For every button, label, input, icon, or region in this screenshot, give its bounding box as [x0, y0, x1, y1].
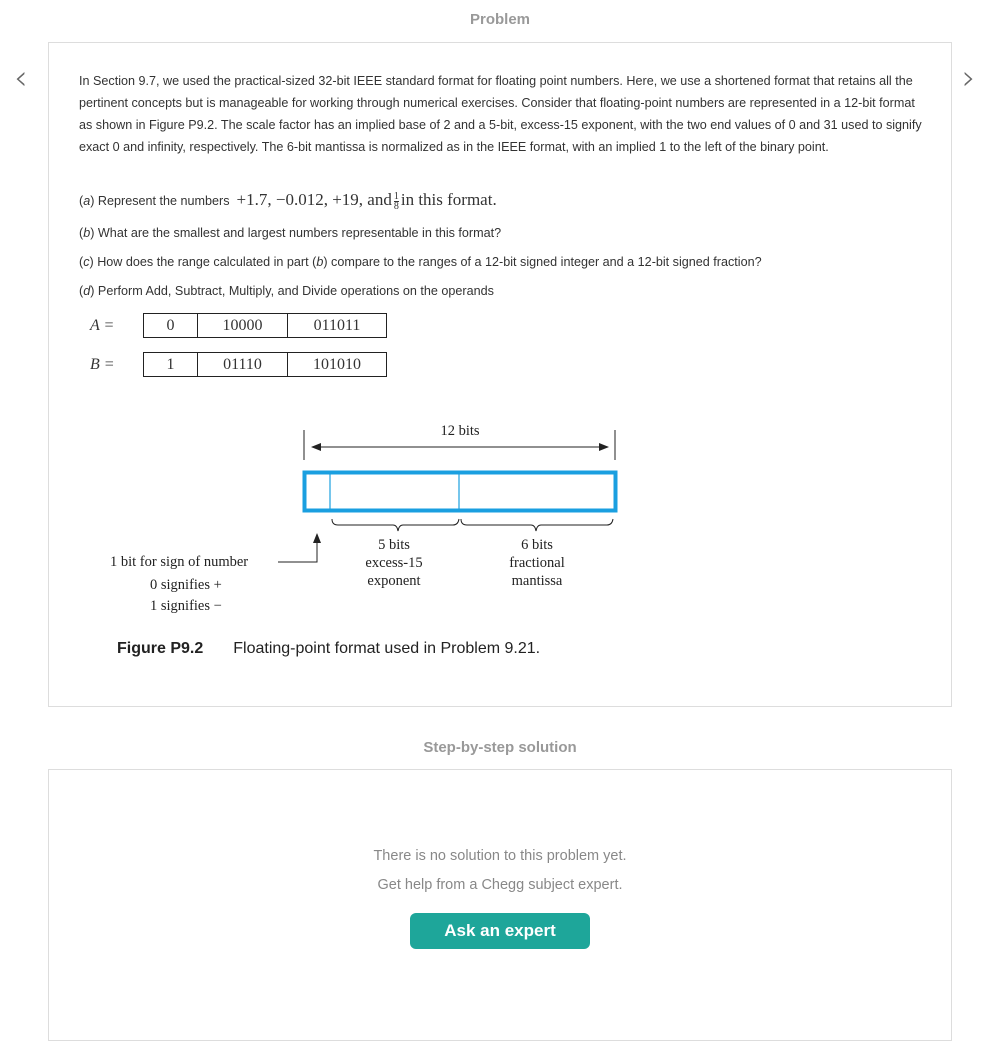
mantissa-bits: 011011: [288, 314, 387, 338]
solution-heading: Step-by-step solution: [423, 739, 577, 756]
sign-bit: 0: [144, 314, 198, 338]
part-d: (d) Perform Add, Subtract, Multiply, and Divide operations on the operands: [79, 284, 494, 298]
part-a: (a) Represent the numbers +1.7, −0.012, +19, and $\frac{1}{8}$ in this format.: [79, 190, 497, 213]
sign-arrow: [278, 534, 317, 562]
exponent-bits: 01110: [198, 353, 288, 377]
sign-bit: 1: [144, 353, 198, 377]
expert-help-message: Get help from a Chegg subject expert.: [377, 877, 623, 893]
figure-caption: Figure P9.2 Floating-point format used in Problem 9.21.: [117, 640, 541, 657]
problem-heading: Problem: [469, 11, 530, 28]
part-b: (b) What are the smallest and largest numbers representable in this format?: [79, 226, 502, 240]
register-box: [305, 473, 616, 511]
mantissa-label: 6 bits fractional mantissa: [509, 537, 565, 589]
sign-zero-label: 0 signifies +: [150, 577, 222, 593]
mantissa-bits: 101010: [288, 353, 387, 377]
exponent-brace: [332, 519, 459, 531]
operand-b-label: B =: [90, 356, 115, 373]
no-solution-message: There is no solution to this problem yet.: [373, 848, 627, 864]
operand-a-label: A =: [90, 317, 115, 334]
sign-one-label: 1 signifies −: [150, 598, 222, 614]
chevron-left-icon[interactable]: ‹: [14, 58, 28, 98]
problem-intro: In Section 9.7, we used the practical-sized 32-bit IEEE standard format for floating point numbers. Here, we use a shortened format that retains all the pertinent concepts but is manageable for working through numerical exercises. Consider that floating-point numbers are represented in a 12-bit format as shown in Figure P9.2. The scale factor has an implied base of 2 and a 5-bit, excess-15 exponent, with the two end values of 0 and 31 used to signify exact 0 and infinity, respectively. The 6-bit mantissa is normalized as in the IEEE format, with an implied 1 to the left of the binary point.: [79, 74, 922, 154]
width-label: 12 bits: [440, 423, 480, 439]
exponent-label: 5 bits excess-15 exponent: [365, 537, 423, 589]
ask-expert-button[interactable]: Ask an expert: [410, 913, 590, 949]
part-c: (c) How does the range calculated in part (b) compare to the ranges of a 12-bit signed integer and a 12-bit signed fraction?: [79, 255, 762, 269]
mantissa-brace: [461, 519, 613, 531]
chevron-right-icon[interactable]: ›: [962, 58, 976, 98]
solution-card: [48, 769, 952, 1041]
sign-label: 1 bit for sign of number: [110, 554, 249, 570]
exponent-bits: 10000: [198, 314, 288, 338]
